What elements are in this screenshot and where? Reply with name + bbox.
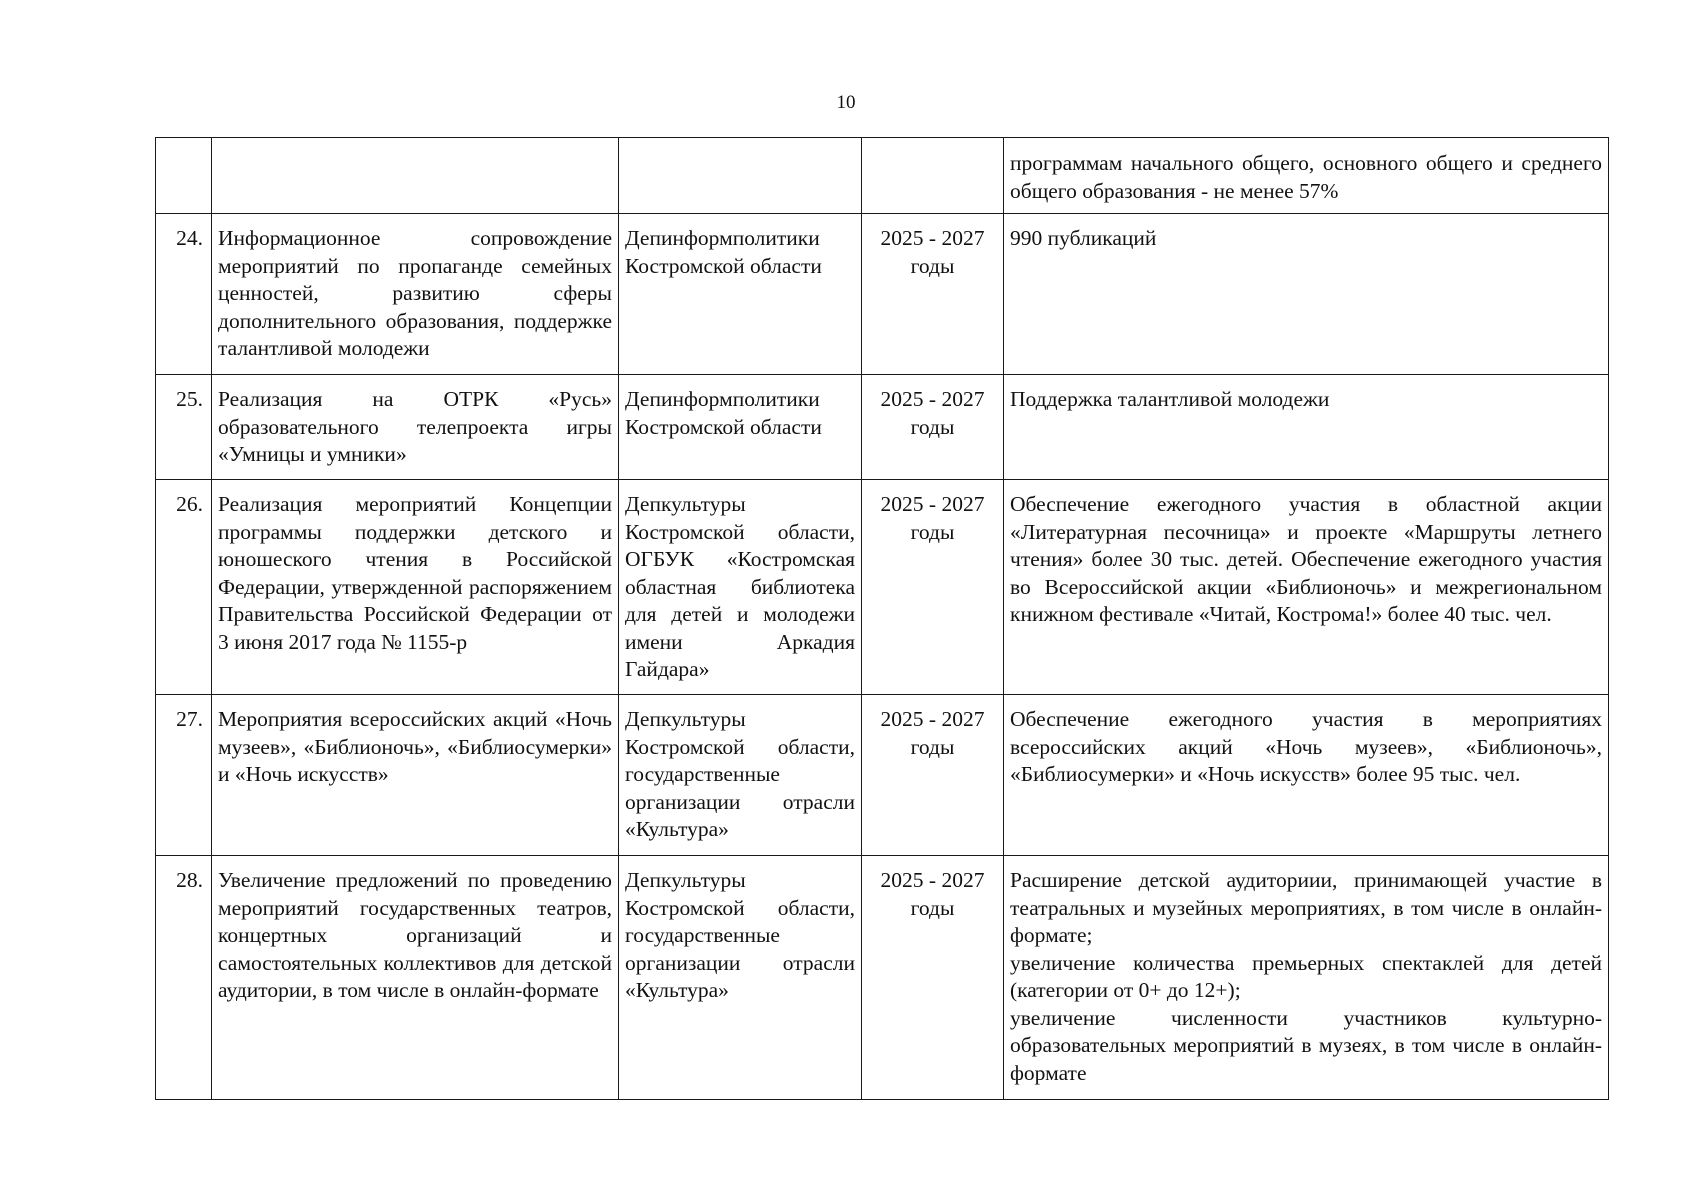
- result-line: увеличение численности участников культурно-образовательных мероприятий в музеях, в том числе в онлайн-формате: [1010, 1005, 1602, 1085]
- activities-table: [155, 137, 1609, 1100]
- cell-event: Информационное сопровождение мероприятий по пропаганде семейных ценностей, развитию сферы дополнительного образования, поддержке талантливой молодежи: [212, 214, 619, 375]
- cell-result: Обеспечение ежегодного участия в мероприятиях всероссийских акций «Ночь музеев», «Библионочь», «Библиосумерки» и «Ночь искусств» более 95 тыс. чел.: [1004, 695, 1609, 856]
- table-row: [156, 480, 1609, 695]
- cell-executor: [619, 138, 862, 214]
- page-number: 10: [836, 92, 856, 113]
- table-row: [156, 214, 1609, 375]
- cell-executor: Депкультуры Костромской области, государственные организации отрасли «Культура»: [619, 856, 862, 1100]
- cell-event: [212, 138, 619, 214]
- cell-result: Поддержка талантливой молодежи: [1004, 375, 1609, 480]
- cell-term: 2025 - 2027 годы: [862, 695, 1004, 856]
- cell-executor: Депинформполитики Костромской области: [619, 375, 862, 480]
- result-line: увеличение количества премьерных спектаклей для детей (категории от 0+ до 12+);: [1010, 950, 1602, 1002]
- cell-event: Реализация на ОТРК «Русь» образовательного телепроекта игры «Умницы и умники»: [212, 375, 619, 480]
- cell-term: 2025 - 2027 годы: [862, 375, 1004, 480]
- table-row: [156, 856, 1609, 1100]
- cell-result: 990 публикаций: [1004, 214, 1609, 375]
- cell-event: Реализация мероприятий Концепции программы поддержки детского и юношеского чтения в Российской Федерации, утвержденной распоряжением Правительства Российской Федерации от 3 июня 2017 года № 1155-р: [212, 480, 619, 695]
- table-row: [156, 695, 1609, 856]
- cell-result: [1004, 856, 1609, 1100]
- cell-result: программам начального общего, основного общего и среднего общего образования - не менее 57%: [1004, 138, 1609, 214]
- cell-executor: Депкультуры Костромской области, государственные организации отрасли «Культура»: [619, 695, 862, 856]
- table-row-continuation: [156, 138, 1609, 214]
- cell-term: 2025 - 2027 годы: [862, 480, 1004, 695]
- cell-executor: Депинформполитики Костромской области: [619, 214, 862, 375]
- cell-event: Мероприятия всероссийских акций «Ночь музеев», «Библионочь», «Библиосумерки» и «Ночь искусств»: [212, 695, 619, 856]
- cell-result: Обеспечение ежегодного участия в областной акции «Литературная песочница» и проекте «Маршруты летнего чтения» более 30 тыс. детей. Обеспечение ежегодного участия во Всероссийской акции «Библионочь» и межрегиональном книжном фестивале «Читай, Кострома!» более 40 тыс. чел.: [1004, 480, 1609, 695]
- table-row: [156, 375, 1609, 480]
- cell-num: 26.: [156, 480, 212, 695]
- cell-num: 24.: [156, 214, 212, 375]
- cell-term: 2025 - 2027 годы: [862, 856, 1004, 1100]
- result-line: Расширение детской аудиториии, принимающей участие в театральных и музейных мероприятиях, в том числе в онлайн-формате;: [1010, 868, 1602, 947]
- cell-num: [156, 138, 212, 214]
- cell-num: 25.: [156, 375, 212, 480]
- cell-num: 28.: [156, 856, 212, 1100]
- cell-term: [862, 138, 1004, 214]
- cell-num: 27.: [156, 695, 212, 856]
- cell-event: Увеличение предложений по проведению мероприятий государственных театров, концертных организаций и самостоятельных коллективов для детской аудитории, в том числе в онлайн-формате: [212, 856, 619, 1100]
- cell-executor: Депкультуры Костромской области, ОГБУК «Костромская областная библиотека для детей и молодежи имени Аркадия Гайдара»: [619, 480, 862, 695]
- cell-term: 2025 - 2027 годы: [862, 214, 1004, 375]
